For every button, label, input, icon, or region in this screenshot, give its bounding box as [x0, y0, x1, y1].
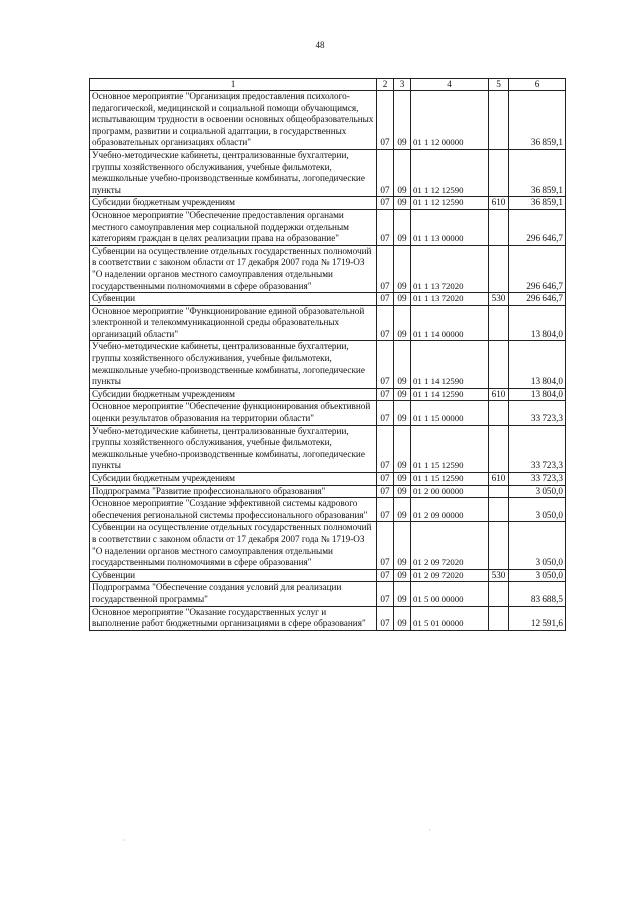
row-subsection: 09	[394, 293, 411, 306]
row-subsection: 09	[394, 305, 411, 341]
page-number: 48	[315, 40, 325, 50]
table-row	[90, 293, 566, 306]
row-target-code: 01 2 00 00000	[411, 485, 489, 498]
row-name: Основное мероприятие "Оказание государственных услуг и выполнение работ бюджетными организациями в сфере образования"	[90, 606, 377, 630]
row-amount: 36 859,1	[509, 197, 566, 210]
table-row	[90, 473, 566, 486]
row-subsection: 09	[394, 245, 411, 292]
row-target-code: 01 5 00 00000	[411, 582, 489, 606]
row-amount: 3 050,0	[509, 522, 566, 569]
row-section: 07	[377, 425, 394, 472]
budget-table	[89, 78, 566, 631]
column-header-name: 1	[90, 79, 377, 91]
row-amount: 33 723,3	[509, 401, 566, 425]
row-expense-type	[489, 606, 509, 630]
row-subsection: 09	[394, 569, 411, 582]
row-target-code: 01 1 13 72020	[411, 245, 489, 292]
row-target-code: 01 5 01 00000	[411, 606, 489, 630]
row-name: Основное мероприятие "Организация предоставления психолого-педагогической, медицинской и социальной помощи обучающимся, испытывающим трудности в освоении основных общеобразовательных программ, развитии и социальной адаптации, в государственных образовательных организациях области"	[90, 91, 377, 150]
row-target-code: 01 2 09 72020	[411, 569, 489, 582]
row-amount: 13 804,0	[509, 341, 566, 388]
table-row	[90, 197, 566, 210]
row-target-code: 01 1 13 72020	[411, 293, 489, 306]
column-header-expense-type: 5	[489, 79, 509, 91]
row-name: Субвенции на осуществление отдельных государственных полномочий в соответствии с законом области от 17 декабря 2007 года № 1719-ОЗ "О наделении органов местного самоуправления отдельными государственными полномочиями в сфере образования"	[90, 245, 377, 292]
table-row	[90, 91, 566, 150]
row-name: Основное мероприятие "Функционирование единой образовательной электронной и телекоммуникационной среды образовательных организаций области"	[90, 305, 377, 341]
row-expense-type	[489, 582, 509, 606]
row-expense-type: 610	[489, 388, 509, 401]
row-target-code: 01 1 15 12590	[411, 425, 489, 472]
row-subsection: 09	[394, 388, 411, 401]
table-row	[90, 522, 566, 569]
row-target-code: 01 1 12 12590	[411, 197, 489, 210]
row-amount: 3 050,0	[509, 569, 566, 582]
table-row	[90, 485, 566, 498]
row-name: Основное мероприятие "Создание эффективной системы кадрового обеспечения региональной системы профессионального образования"	[90, 498, 377, 522]
table-row	[90, 498, 566, 522]
row-amount: 13 804,0	[509, 305, 566, 341]
row-section: 07	[377, 388, 394, 401]
row-name: Субсидии бюджетным учреждениям	[90, 197, 377, 210]
row-name: Субвенции	[90, 293, 377, 306]
row-name: Учебно-методические кабинеты, централизованные бухгалтерии, группы хозяйственного обслуживания, учебные фильмотеки, межшкольные учебно-производственные комбинаты, логопедические пункты	[90, 341, 377, 388]
table-row	[90, 209, 566, 245]
column-header-section: 2	[377, 79, 394, 91]
table-row	[90, 305, 566, 341]
row-amount: 3 050,0	[509, 498, 566, 522]
row-target-code: 01 2 09 72020	[411, 522, 489, 569]
row-name: Субвенции на осуществление отдельных государственных полномочий в соответствии с законом области от 17 декабря 2007 года № 1719-ОЗ "О наделении органов местного самоуправления отдельными государственными полномочиями в сфере образования"	[90, 522, 377, 569]
scan-mark: ·	[123, 836, 126, 845]
row-target-code: 01 1 14 00000	[411, 305, 489, 341]
row-amount: 33 723,3	[509, 425, 566, 472]
row-expense-type	[489, 341, 509, 388]
row-section: 07	[377, 498, 394, 522]
row-amount: 33 723,3	[509, 473, 566, 486]
row-subsection: 09	[394, 341, 411, 388]
row-section: 07	[377, 522, 394, 569]
row-name: Субсидии бюджетным учреждениям	[90, 388, 377, 401]
row-expense-type	[489, 401, 509, 425]
row-target-code: 01 1 15 00000	[411, 401, 489, 425]
row-subsection: 09	[394, 498, 411, 522]
row-section: 07	[377, 485, 394, 498]
row-subsection: 09	[394, 522, 411, 569]
row-expense-type	[489, 209, 509, 245]
row-name: Учебно-методические кабинеты, централизованные бухгалтерии, группы хозяйственного обслуживания, учебные фильмотеки, межшкольные учебно-производственные комбинаты, логопедические пункты	[90, 149, 377, 196]
row-name: Подпрограмма "Развитие профессионального образования"	[90, 485, 377, 498]
row-target-code: 01 1 14 12590	[411, 388, 489, 401]
row-section: 07	[377, 245, 394, 292]
column-header-subsection: 3	[394, 79, 411, 91]
row-target-code: 01 2 09 00000	[411, 498, 489, 522]
row-section: 07	[377, 606, 394, 630]
table-row	[90, 341, 566, 388]
row-amount: 3 050,0	[509, 485, 566, 498]
row-subsection: 09	[394, 606, 411, 630]
row-target-code: 01 1 13 00000	[411, 209, 489, 245]
row-section: 07	[377, 569, 394, 582]
row-expense-type	[489, 245, 509, 292]
row-name: Субвенции	[90, 569, 377, 582]
row-name: Основное мероприятие "Обеспечение функционирования объективной оценки результатов образования на территории области"	[90, 401, 377, 425]
row-expense-type	[489, 522, 509, 569]
row-expense-type	[489, 485, 509, 498]
row-amount: 296 646,7	[509, 209, 566, 245]
table-row	[90, 569, 566, 582]
table-body	[90, 91, 566, 631]
row-subsection: 09	[394, 425, 411, 472]
column-header-amount: 6	[509, 79, 566, 91]
row-target-code: 01 1 14 12590	[411, 341, 489, 388]
row-amount: 83 688,5	[509, 582, 566, 606]
row-subsection: 09	[394, 401, 411, 425]
row-expense-type	[489, 305, 509, 341]
row-section: 07	[377, 582, 394, 606]
row-expense-type	[489, 498, 509, 522]
row-expense-type: 610	[489, 197, 509, 210]
row-target-code: 01 1 15 12590	[411, 473, 489, 486]
row-subsection: 09	[394, 485, 411, 498]
scan-mark: ·	[428, 826, 431, 835]
row-amount: 36 859,1	[509, 149, 566, 196]
row-name: Учебно-методические кабинеты, централизованные бухгалтерии, группы хозяйственного обслуживания, учебные фильмотеки, межшкольные учебно-производственные комбинаты, логопедические пункты	[90, 425, 377, 472]
table-row	[90, 149, 566, 196]
row-amount: 36 859,1	[509, 91, 566, 150]
row-expense-type	[489, 149, 509, 196]
table-row	[90, 401, 566, 425]
row-name: Подпрограмма "Обеспечение создания условий для реализации государственной программы"	[90, 582, 377, 606]
table-row	[90, 245, 566, 292]
row-name: Основное мероприятие "Обеспечение предоставления органами местного самоуправления мер социальной поддержки отдельным категориям граждан в целях реализации права на образование"	[90, 209, 377, 245]
row-subsection: 09	[394, 149, 411, 196]
row-section: 07	[377, 149, 394, 196]
column-header-target-code: 4	[411, 79, 489, 91]
row-section: 07	[377, 91, 394, 150]
row-amount: 13 804,0	[509, 388, 566, 401]
row-subsection: 09	[394, 197, 411, 210]
row-amount: 296 646,7	[509, 245, 566, 292]
row-subsection: 09	[394, 473, 411, 486]
row-expense-type: 530	[489, 293, 509, 306]
row-target-code: 01 1 12 00000	[411, 91, 489, 150]
row-subsection: 09	[394, 91, 411, 150]
row-section: 07	[377, 293, 394, 306]
row-section: 07	[377, 473, 394, 486]
row-section: 07	[377, 341, 394, 388]
row-subsection: 09	[394, 582, 411, 606]
row-section: 07	[377, 197, 394, 210]
row-target-code: 01 1 12 12590	[411, 149, 489, 196]
row-expense-type: 530	[489, 569, 509, 582]
row-expense-type: 610	[489, 473, 509, 486]
row-amount: 296 646,7	[509, 293, 566, 306]
row-subsection: 09	[394, 209, 411, 245]
row-amount: 12 591,6	[509, 606, 566, 630]
table-row	[90, 425, 566, 472]
row-expense-type	[489, 425, 509, 472]
table-row	[90, 388, 566, 401]
table-header-row	[90, 79, 566, 91]
row-section: 07	[377, 401, 394, 425]
row-name: Субсидии бюджетным учреждениям	[90, 473, 377, 486]
row-expense-type	[489, 91, 509, 150]
table-row	[90, 606, 566, 630]
table-row	[90, 582, 566, 606]
row-section: 07	[377, 305, 394, 341]
row-section: 07	[377, 209, 394, 245]
